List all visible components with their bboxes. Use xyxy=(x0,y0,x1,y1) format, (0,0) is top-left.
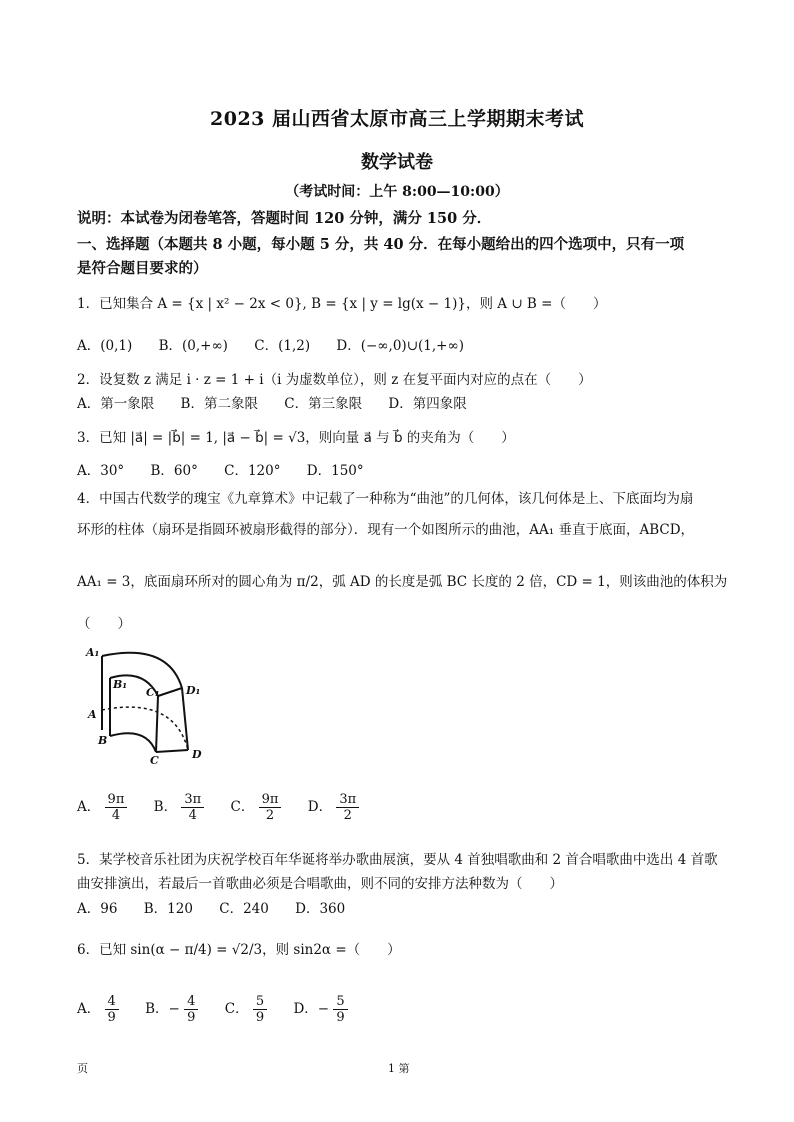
fraction: $\frac{4}{9}$ xyxy=(184,994,198,1025)
option-d: D．− $\frac{5}{9}$ xyxy=(293,1001,347,1017)
fraction: $\frac{9\pi}{2}$ xyxy=(259,792,282,823)
question-1: 1．已知集合 A = {x | x² − 2x < 0}, B = {x | y = lg(x − 1)}，则 A ∪ B =（ ） xyxy=(77,296,607,312)
option-d: D． $\frac{3\pi}{2}$ xyxy=(308,799,359,815)
section-heading-line1: 一、选择题（本题共 8 小题，每小题 5 分，共 40 分．在每小题给出的四个选项中，只有一项 xyxy=(77,236,685,253)
arc-ad-hidden xyxy=(102,707,188,750)
option-c: C．(1,2) xyxy=(254,338,311,354)
label-b: B xyxy=(98,734,108,747)
option-d: D．(−∞,0)∪(1,+∞) xyxy=(336,338,464,354)
label-c1: C₁ xyxy=(146,686,160,699)
question-4-options xyxy=(77,792,381,823)
option-d: D．150° xyxy=(306,463,364,479)
page-title: 2023 届山西省太原市高三上学期期末考试 xyxy=(210,108,584,130)
question-5-line2: 曲安排演出，若最后一首歌曲必须是合唱歌曲，则不同的安排方法种数为（ ） xyxy=(77,876,563,892)
option-b: B．120 xyxy=(143,901,193,917)
option-c: C．第三象限 xyxy=(284,396,363,412)
edge-c1d1 xyxy=(158,688,182,696)
label-c: C xyxy=(150,754,159,767)
footer-left: 页 xyxy=(77,1062,88,1075)
question-6-options xyxy=(77,994,370,1025)
option-d: D．第四象限 xyxy=(388,396,467,412)
exam-time: （考试时间：上午 8:00—10:00） xyxy=(285,184,509,200)
section-heading-line2: 是符合题目要求的） xyxy=(77,260,208,277)
option-a: A． $\frac{9\pi}{4}$ xyxy=(77,799,132,815)
question-2-options xyxy=(77,392,489,412)
question-1-options xyxy=(77,334,486,354)
footer-page-number: 1 第 xyxy=(388,1062,410,1075)
fraction: $\frac{3\pi}{2}$ xyxy=(336,792,359,823)
option-a: A．96 xyxy=(77,901,118,917)
curved-pool-figure xyxy=(80,638,220,768)
label-a: A xyxy=(88,708,97,721)
question-4-line1: 4．中国古代数学的瑰宝《九章算术》中记载了一种称为“曲池”的几何体，该几何体是上、下底面均为扇 xyxy=(77,491,694,507)
option-c: C．120° xyxy=(224,463,281,479)
question-4-line4: （ ） xyxy=(77,616,131,632)
option-a: A．30° xyxy=(77,463,125,479)
fraction: $\frac{3\pi}{4}$ xyxy=(181,792,204,823)
option-b: B．第二象限 xyxy=(180,396,258,412)
edge-cd xyxy=(156,750,188,752)
option-b: B． $\frac{3\pi}{4}$ xyxy=(154,799,209,815)
question-5-options xyxy=(77,897,367,917)
exam-note: 说明：本试卷为闭卷笔答，答题时间 120 分钟，满分 150 分． xyxy=(77,210,492,227)
subject-title: 数学试卷 xyxy=(361,152,433,173)
fraction: $\frac{5}{9}$ xyxy=(253,994,267,1025)
label-b1: B₁ xyxy=(113,678,128,691)
label-d1: D₁ xyxy=(186,684,201,697)
option-b: B．− $\frac{4}{9}$ xyxy=(145,1001,203,1017)
label-a1: A₁ xyxy=(86,646,100,659)
option-b: B．(0,+∞) xyxy=(158,338,228,354)
option-c: C． $\frac{5}{9}$ xyxy=(225,1001,272,1017)
fraction: $\frac{4}{9}$ xyxy=(105,994,119,1025)
fraction: $\frac{5}{9}$ xyxy=(333,994,347,1025)
question-4-line3: AA₁ = 3，底面扇环所对的圆心角为 π/2，弧 AD 的长度是弧 BC 长度的 2 倍，CD = 1，则该曲池的体积为 xyxy=(77,574,728,590)
option-d: D．360 xyxy=(295,901,346,917)
option-b: B．60° xyxy=(150,463,198,479)
option-c: C． $\frac{9\pi}{2}$ xyxy=(231,799,286,815)
label-d: D xyxy=(192,748,202,761)
question-3-options xyxy=(77,459,386,479)
option-a: A．第一象限 xyxy=(77,396,155,412)
question-3: 3．已知 |a⃗| = |b⃗| = 1, |a⃗ − b⃗| = √3，则向量 a⃗ 与 b⃗ 的夹角为（ ） xyxy=(77,430,515,446)
option-a: A． $\frac{4}{9}$ xyxy=(77,1001,123,1017)
question-2: 2．设复数 z 满足 i · z = 1 + i（i 为虚数单位），则 z 在复平面内对应的点在（ ） xyxy=(77,372,592,388)
question-5-line1: 5．某学校音乐社团为庆祝学校百年华诞将举办歌曲展演，要从 4 首独唱歌曲和 2 首合唱歌曲中选出 4 首歌 xyxy=(77,852,718,868)
edge-cc1 xyxy=(156,696,158,752)
arc-bc xyxy=(110,733,156,752)
fraction: $\frac{9\pi}{4}$ xyxy=(105,792,128,823)
question-4-line2: 环形的柱体（扇环是指圆环被扇形截得的部分）．现有一个如图所示的曲池，AA₁ 垂直于底面，ABCD， xyxy=(77,522,695,538)
question-6: 6．已知 sin(α − π/4) = √2/3，则 sin2α =（ ） xyxy=(77,942,401,958)
option-c: C．240 xyxy=(219,901,269,917)
option-a: A．(0,1) xyxy=(77,338,133,354)
